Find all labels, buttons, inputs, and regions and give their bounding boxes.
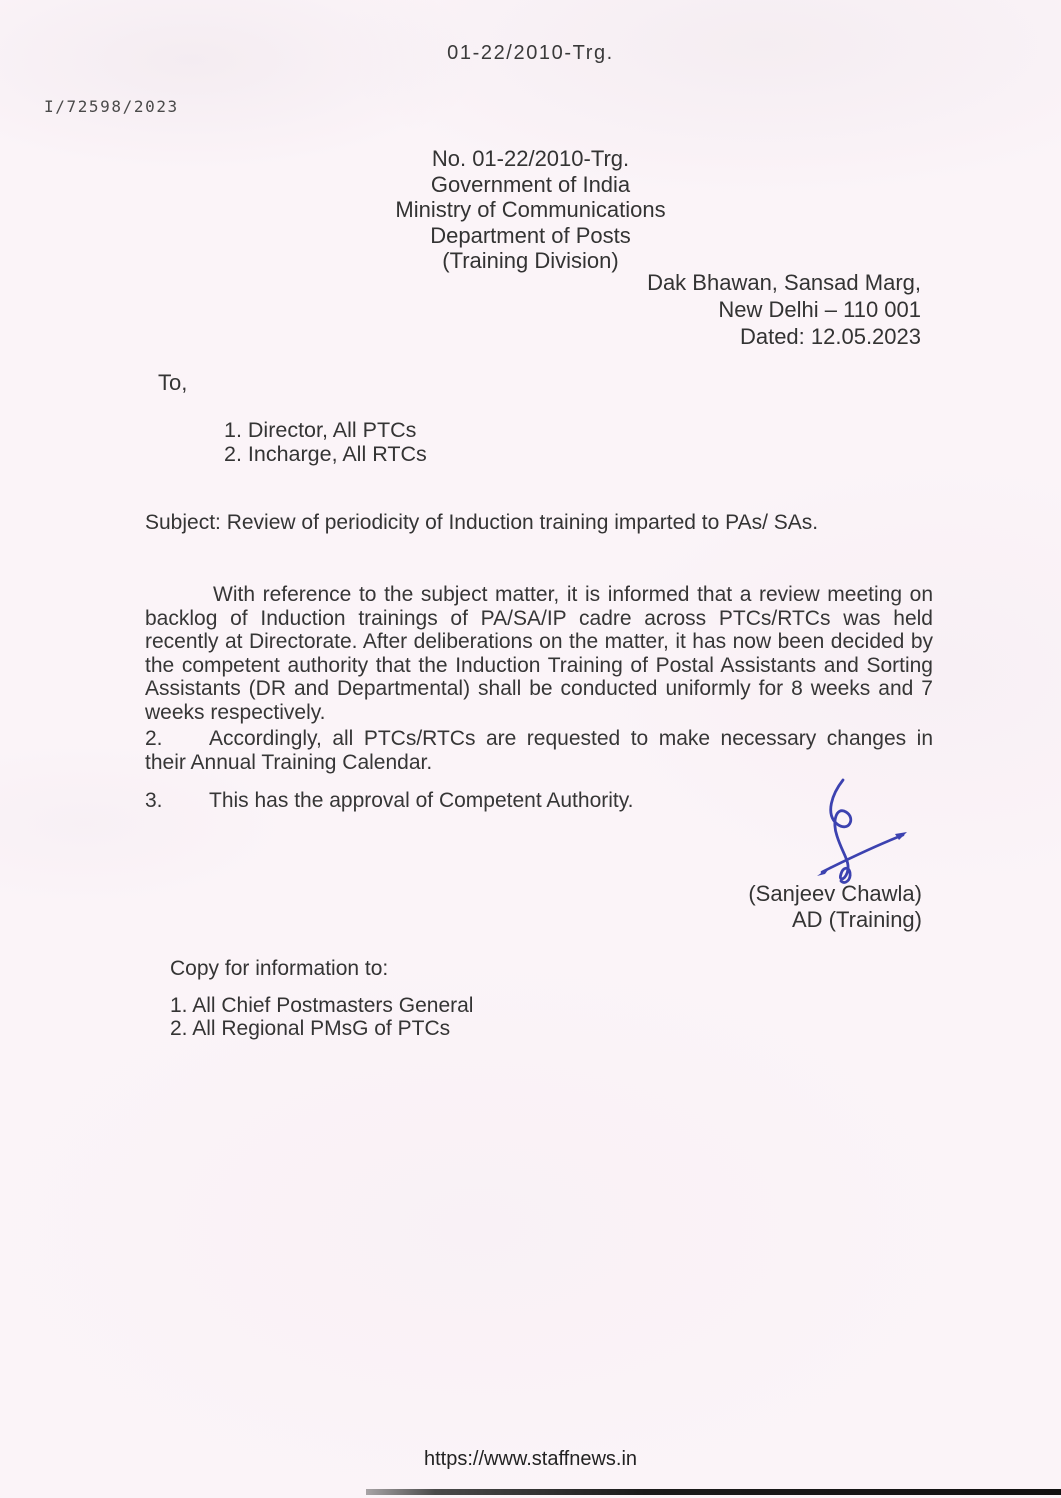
copy-recipient-item: 2. All Regional PMsG of PTCs [170, 1017, 451, 1040]
letterhead [0, 146, 1061, 274]
paragraph-3-number: 3. [145, 789, 163, 812]
letter-date: Dated: 12.05.2023 [739, 324, 921, 349]
copy-recipient-item: 1. All Chief Postmasters General [170, 994, 474, 1017]
paragraph-2-text: Accordingly, all PTCs/RTCs are requested to make necessary changes in their Annual Training Calendar. [145, 727, 933, 774]
signatory-designation: AD (Training) [792, 907, 922, 932]
letterhead-division: (Training Division) [442, 248, 619, 273]
subject-line: Subject: Review of periodicity of Induction training imparted to PAs/ SAs. [145, 511, 819, 534]
office-address-block [647, 269, 921, 350]
addressee-item: 1. Director, All PTCs [224, 418, 417, 442]
signatory-name: (Sanjeev Chawla) [748, 881, 922, 906]
salutation: To, [158, 370, 188, 395]
scan-edge-bar [366, 1489, 1061, 1495]
letterhead-file-number: No. 01-22/2010-Trg. [431, 146, 630, 171]
paragraph-2-number: 2. [145, 727, 163, 750]
copy-section-heading: Copy for information to: [170, 957, 389, 980]
address-line-2: New Delhi – 110 001 [718, 297, 921, 322]
signatory-block [748, 881, 922, 933]
paragraph-2 [145, 727, 933, 774]
letterhead-government: Government of India [430, 171, 631, 197]
paragraph-1: With reference to the subject matter, it is informed that a review meeting on backlog of Induction trainings of PA/SA/IP cadre across PTCs/RTCs was held recently at Directorate. After deliberations on the matter, it has now been decided by the competent authority that the Induction Training of Postal Assistants and Sorting Assistants (DR and Departmental) shall be conducted uniformly for 8 weeks and 7 weeks respectively. [145, 583, 933, 724]
letterhead-department: Department of Posts [430, 222, 631, 248]
copy-recipient-list [170, 994, 473, 1040]
letterhead-ministry: Ministry of Communications [395, 197, 666, 222]
addressee-item: 2. Incharge, All RTCs [224, 442, 427, 466]
paragraph-3-text: This has the approval of Competent Authority. [209, 789, 634, 812]
staffnews-watermark-url: https://www.staffnews.in [423, 1448, 638, 1470]
top-file-reference: 01-22/2010-Trg. [447, 42, 614, 64]
addressee-list [224, 418, 427, 466]
address-line-1: Dak Bhawan, Sansad Marg, [647, 270, 921, 295]
eoffice-diary-number: I/72598/2023 [44, 97, 179, 116]
